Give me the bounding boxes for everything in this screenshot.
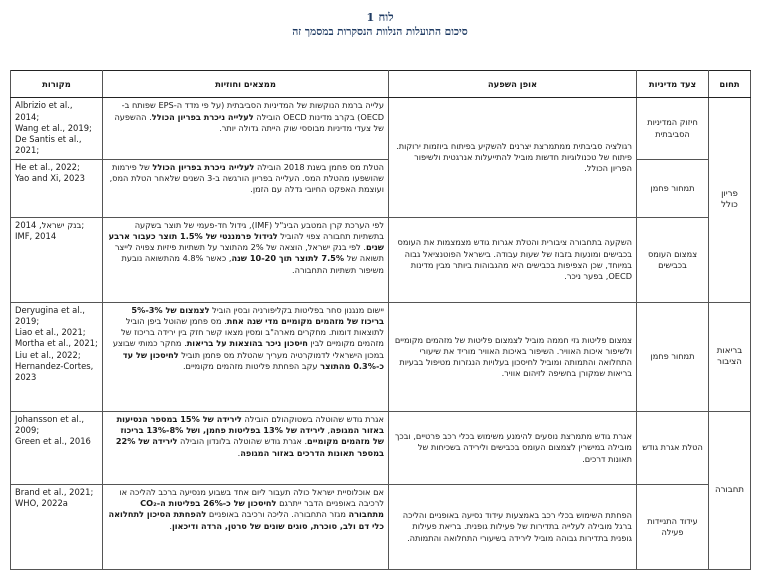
sources-cell xyxy=(11,98,103,160)
sources-cell xyxy=(11,217,103,302)
source-citation: Albrizio et al., 2014; xyxy=(15,100,73,122)
col-header-domain: תחום xyxy=(709,71,751,98)
findings-cell xyxy=(103,160,389,218)
finding-text: . ההשפעה של צעדי מדיניות מבוססי שוק הייתה גדולה יותר. xyxy=(114,111,384,133)
source-citation: Deryugina et al., 2019; xyxy=(15,304,85,326)
mechanism-cell: הפחתת השימוש בכלי רכב באמצעות עידוד נסיעה באופניים והליכה ברגל מובילה לעלייה בתדירות של פעילות גופנית. בריאת פעילות גופנית בתדירות גבוהה מוביל לירידה בשיעורי התחלואה והתמותה. xyxy=(389,484,637,569)
source-citation: Yao and Xi, 2023 xyxy=(15,173,85,184)
table-caption: סיכום התועלות הנלוות הנסקרות במסמך זה xyxy=(292,26,468,38)
finding-text: עקב הפחתת פליטות מזהמים מקומיים. xyxy=(182,360,321,371)
source-citation: Johansson et al., 2009; xyxy=(15,414,85,436)
finding-text: מגזר התחבורה. הליכה ורכיבה באופניים xyxy=(206,509,349,520)
sources-cell xyxy=(11,484,103,569)
finding-highlight: להפחתת הסיכון לתחלואה כלי דם ולב, סוכרת, סוגים שונים של סרטן, הרדה ודיכאון xyxy=(108,509,384,531)
finding-highlight: לעלייה ניכרת בפריון הכולל xyxy=(151,111,254,122)
finding-text: , xyxy=(324,425,331,436)
table-number: לוח 1 xyxy=(366,10,394,24)
table-header xyxy=(0,10,760,40)
findings-cell xyxy=(103,98,389,160)
domain-cell-transport: תחבורה xyxy=(709,412,751,570)
source-citation: Brand et al., 2021; xyxy=(15,486,94,497)
table-row xyxy=(11,217,751,302)
mechanism-cell: השקעה בתחבורה ציבורית והטלת אגרות גודש מצמצמות את העומס בכבישים ומונעות בזבוז של שעות עבודה. בישראל הפוטנציאל גבוה במיוחד, שכן הצפיפות בכבישים היא מהגבוהות ביותר מבין מדינות OECD, בפער ניכר. xyxy=(389,217,637,302)
finding-text: לפי הערכת קרן המטבע הבינ"ל (IMF), גידול חד-פעמי של תוצר בשקעה בתשתיות תחבורה צפוי להוביל xyxy=(134,219,384,241)
findings-cell xyxy=(103,302,389,411)
source-citation: Mortha et al., 2021; xyxy=(15,338,98,349)
sources-cell xyxy=(11,412,103,485)
tool-cell: תמחור פחמן xyxy=(637,302,709,411)
finding-text: . מחקר כמותי שבוצע במכון הישראלי לדמוקרטיה מעריך שהטלת מס פחמן תוביל xyxy=(112,338,384,360)
source-citation: He et al., 2022; xyxy=(15,162,80,173)
col-header-sources: מקורות xyxy=(11,71,103,98)
table-row xyxy=(11,484,751,569)
finding-highlight: לעלייה ניכרת בפריון הכולל xyxy=(152,162,255,173)
source-citation: Green et al., 2016 xyxy=(15,436,91,447)
finding-highlight: לירידה של 22% במספר תאונות הדרכים באזור המגופה xyxy=(115,436,384,458)
table-row xyxy=(11,412,751,485)
source-citation: IMF, 2014 xyxy=(15,230,57,241)
mechanism-cell: אגרת גודש מתמרצת נוסעים להימנע משימוש בכלי רכב פרטיים, ובכך מובילה במישרין לצמצום העומס בכבישים ולירידה בשכיחות של תאונות דרכים. xyxy=(389,412,637,485)
mechanism-cell: צמצום פליטות גזי חממה מוביל לצמצום פליטות של מזהמים מקומיים ולשיפור איכות האוויר. השיפור באיכות האוויר מוריד את שיעורי התחלואה והתמותה ומוביל לחיסכון בעלויות הנגזרות מטיפול בבעיות בריאות שמקורן בחשיפה לזיהום אוויר. xyxy=(389,302,637,411)
col-header-mechanism: אופן השפעה xyxy=(389,71,637,98)
finding-text: אגרת גודש שהוטלה בשטוקהולם הובילה xyxy=(241,414,384,425)
findings-cell xyxy=(103,217,389,302)
sources-cell xyxy=(11,160,103,218)
table-header-row xyxy=(11,71,751,98)
finding-text: . xyxy=(169,520,172,531)
finding-highlight: לירידה של 13% בפליטות פחמן, ושל 8%-13% בריכוז של מזהמים מקומיים xyxy=(120,425,384,447)
source-citation: De Santis et al., 2021; xyxy=(15,133,82,156)
finding-text: , כאשר 4.8% מהתשואה נובעת משיפור תשתיות התחבורה. xyxy=(121,253,384,275)
tool-cell: תמחור פחמן xyxy=(637,160,709,218)
finding-highlight: 7.5% לתוצר תוך 10-20 שנה xyxy=(231,253,345,264)
sources-cell xyxy=(11,302,103,411)
source-citation: Liao et al., 2021; xyxy=(15,327,86,338)
tool-cell: עידוד התניידות פעילה xyxy=(637,484,709,569)
mechanism-cell: רגולציה סביבתית ממתמרצת יצרנים להשקיע בפיתוח ביוזמות ירוקות. פיתוח של טכנולוגיות חדשות מוביל להתייעלות אנרגטית ולשיפור הפריון הכולל. xyxy=(389,98,637,217)
finding-highlight: לגידול פרמננטי של 1.5% תוצר כעבור ארבע שנים xyxy=(108,230,384,253)
table-row xyxy=(11,160,751,218)
finding-text: הטלת מס פחמן בשנת 2018 הובילה xyxy=(254,162,384,173)
finding-text: . מס פחמן שהוטל ביפן הוביל לתוצאות דומות. מחקרים מארה"ב ומסין מצאו קשר חזק בין ירידה בריכוז של מזהמים מקומיים לבין xyxy=(121,315,384,349)
col-header-findings: ממצאים וחוזיות xyxy=(103,71,389,98)
source-citation: בנק ישראל, 2014; xyxy=(15,219,85,230)
source-citation: WHO, 2022a xyxy=(15,498,68,509)
col-header-tool: צעד מדיניות xyxy=(637,71,709,98)
findings-cell xyxy=(103,412,389,485)
finding-highlight: לצמצום של 3%-5% בריכוז של מזהמים מקומיים מדי שנה אחת xyxy=(131,304,384,326)
finding-text: . אגרת גודש שהוטלה בלונדון הובילה xyxy=(177,436,308,447)
source-citation: Liu et al., 2022; xyxy=(15,349,81,360)
summary-table xyxy=(10,70,751,570)
tool-cell: הטלת אגרת גודש xyxy=(637,412,709,485)
table-row xyxy=(11,302,751,411)
tool-cell: חיזוק המדיניות הסביבתית xyxy=(637,98,709,160)
table-row xyxy=(11,98,751,160)
finding-highlight: לירידה של 15% במספר הנסיעות באזור המגופה xyxy=(116,414,384,436)
finding-text: . לפי בנק ישראל, הוצאה של 2% מהתוצר על תשתיות פיזיות צפויה לייצר תשואה של xyxy=(114,242,384,264)
finding-highlight: לחיסכון של עד כ-0.3% מהתוצר xyxy=(122,349,384,371)
finding-highlight: לחיסכון של כ-26% בפליטות ה-CO₂ מתחבורה xyxy=(140,498,384,520)
domain-cell-health: בריאות הציבור xyxy=(709,302,751,411)
finding-text: יישום מנגנון סחר בפליטות בקליפורניה ובסין הוביל xyxy=(209,304,384,315)
source-citation: Wang et al., 2019; xyxy=(15,122,92,133)
finding-text: . xyxy=(237,447,241,458)
findings-cell xyxy=(103,484,389,569)
finding-text: עלייה ברמת הנוקשות של המדיניות הסביבתית (על פי מדד ה-EPS שפותח ב-OECD) בקרב מדינות OECD הובילה xyxy=(121,100,384,122)
finding-highlight: חיסכון ניכר בהוצאות על בריאות xyxy=(186,338,308,349)
finding-text: של פירמות שהושפעו מהטלת המס. העלייה בפריון הורגשה ב-3 השנים שלאחר הטלת המס, ועוצמת האפקט החיובי גדלה עם הזמן. xyxy=(109,162,384,195)
domain-cell-productivity: פריון כולל xyxy=(709,98,751,302)
source-citation: Hernandez-Cortes, 2023 xyxy=(15,360,94,382)
tool-cell: צמצום העומס בכבישים xyxy=(637,217,709,302)
finding-text: אם אוכלוסיית ישראל כולה תעבור ליום אחד בשבוע מנסיעה ברכב להליכה או לרכיבה באופניים הדבר ייתרגם xyxy=(119,486,384,509)
